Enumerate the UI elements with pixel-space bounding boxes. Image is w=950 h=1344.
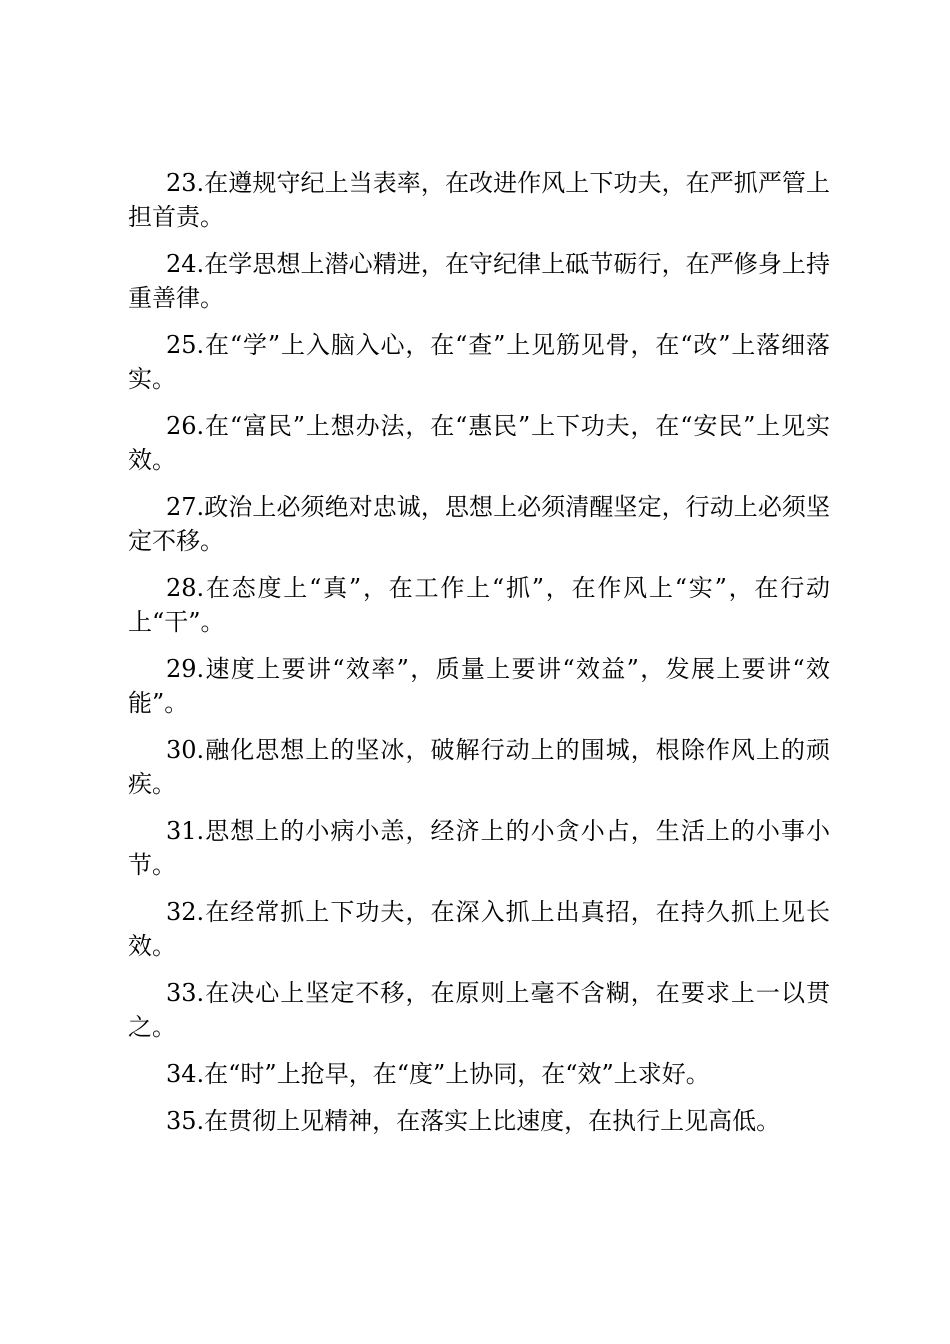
list-item: 29.速度上要讲“效率”，质量上要讲“效益”，发展上要讲“效能”。 [128, 655, 830, 717]
list-item: 35.在贯彻上见精神，在落实上比速度，在执行上见高低。 [166, 1107, 781, 1135]
list-item: 34.在“时”上抢早，在“度”上协同，在“效”上求好。 [166, 1060, 710, 1088]
list-item: 24.在学思想上潜心精进，在守纪律上砥节砺行，在严修身上持重善律。 [128, 250, 830, 312]
list-item: 32.在经常抓上下功夫，在深入抓上出真招，在持久抓上见长效。 [128, 898, 830, 960]
list-item: 25.在“学”上入脑入心，在“查”上见筋见骨，在“改”上落细落实。 [128, 331, 830, 393]
list-item: 26.在“富民”上想办法，在“惠民”上下功夫，在“安民”上见实效。 [128, 412, 830, 474]
list-item: 33.在决心上坚定不移，在原则上毫不含糊，在要求上一以贯之。 [128, 979, 830, 1041]
list-item: 23.在遵规守纪上当表率，在改进作风上下功夫，在严抓严管上担首责。 [128, 169, 830, 231]
list-item: 31.思想上的小病小恙，经济上的小贪小占，生活上的小事小节。 [128, 817, 830, 879]
list-item: 30.融化思想上的坚冰，破解行动上的围城，根除作风上的顽疾。 [128, 736, 830, 798]
list-item: 28.在态度上“真”，在工作上“抓”，在作风上“实”，在行动上“干”。 [128, 574, 830, 636]
list-item: 27.政治上必须绝对忠诚，思想上必须清醒坚定，行动上必须坚定不移。 [128, 493, 830, 555]
document-body [128, 166, 830, 1151]
